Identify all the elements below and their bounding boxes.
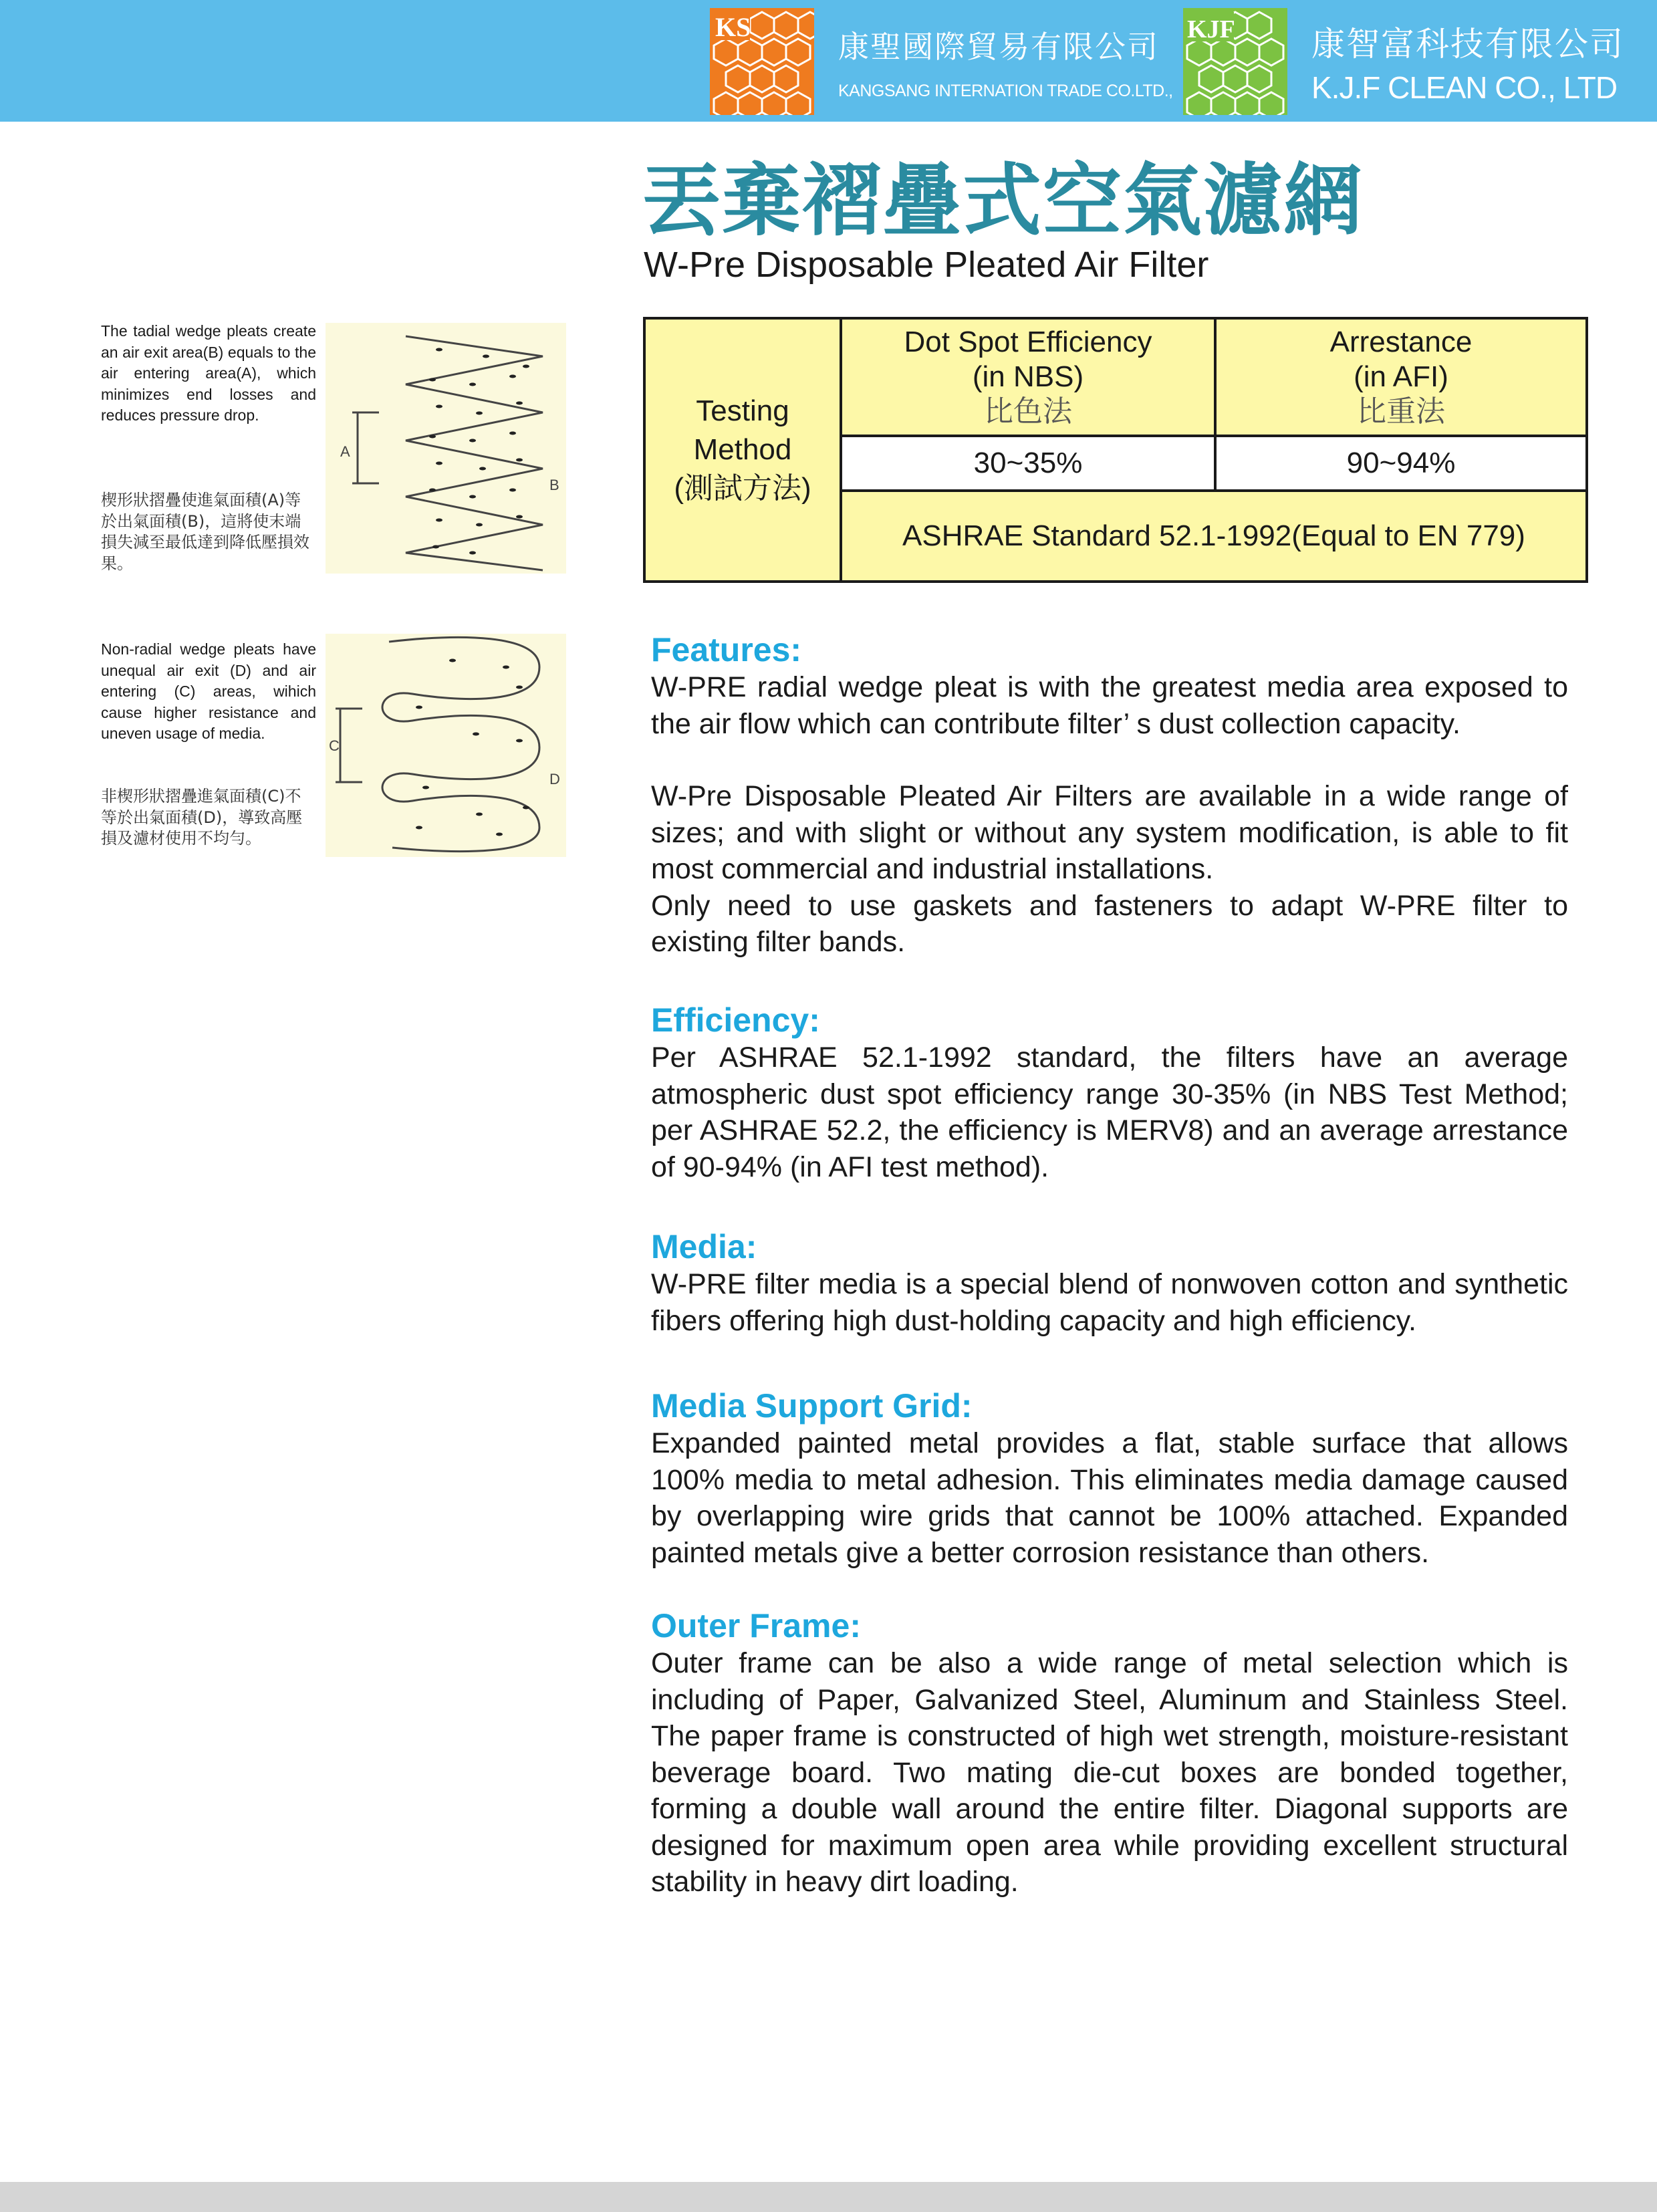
- method-label-cn: (測試方法): [674, 472, 811, 505]
- diagram2-label-c: C: [329, 737, 340, 754]
- diagram1-label-b: B: [549, 477, 559, 493]
- arrestance-sub: (in AFI): [1354, 360, 1448, 393]
- arrestance-value: 90~94%: [1217, 437, 1585, 492]
- standard-cell: ASHRAE Standard 52.1-1992(Equal to EN 779): [902, 519, 1525, 552]
- media-section: [651, 1227, 1568, 1339]
- outer-frame-section: [651, 1606, 1568, 1900]
- features-heading: Features:: [651, 631, 802, 668]
- dot-spot-header: [842, 320, 1217, 437]
- dot-spot-sub: (in NBS): [972, 360, 1084, 393]
- media-heading: Media:: [651, 1228, 757, 1265]
- dot-spot-value: 30~35%: [842, 437, 1217, 492]
- kjf-logo: [1183, 8, 1287, 115]
- kjf-company-en: K.J.F CLEAN CO., LTD: [1311, 70, 1618, 105]
- method-label-line2: Method: [693, 433, 792, 466]
- support-grid-section: [651, 1386, 1568, 1571]
- efficiency-paragraph: Per ASHRAE 52.1-1992 standard, the filters have an average atmospheric dust spot efficiency range 30-35% (in NBS Test Method; per ASHRAE 52.2, the efficiency is MERV8) and an average arrestance of 90-94% (in AFI test method).: [651, 1041, 1568, 1183]
- nonradial-pleat-diagram: [326, 634, 566, 857]
- support-grid-paragraph: Expanded painted metal provides a flat, stable surface that allows 100% media to metal adhesion. This eliminates media damage caused by overlapping wire grids that cannot be 100% attached. Expanded painted metals give a better corrosion resistance than others.: [651, 1427, 1568, 1569]
- nonradial-description-en: Non-radial wedge pleats have unequal air exit (D) and air entering (C) areas, wihich cause higher resistance and uneven usage of media.: [101, 640, 316, 742]
- kjf-logo-text: KJF: [1187, 15, 1235, 43]
- dot-spot-cn: 比色法: [984, 395, 1072, 428]
- ks-company-en: KANGSANG INTERNATION TRADE CO.LTD.,: [838, 82, 1173, 100]
- ks-logo: [710, 8, 814, 115]
- media-paragraph: W-PRE filter media is a special blend of nonwoven cotton and synthetic fibers offering high dust-holding capacity and high efficiency.: [651, 1268, 1568, 1337]
- features-paragraph-2: W-Pre Disposable Pleated Air Filters are available in a wide range of sizes; and with slight or without any system modification, is able to fit most commercial and industrial installations.: [651, 780, 1568, 885]
- kjf-company-cn: 康智富科技有限公司: [1311, 25, 1624, 63]
- ks-logo-text: KS: [715, 12, 751, 42]
- radial-pleat-diagram: [326, 323, 566, 574]
- page-title-en: W-Pre Disposable Pleated Air Filter: [644, 245, 1209, 285]
- radial-description-cn: 楔形狀摺疊使進氣面積(A)等於出氣面積(B)，這將使末端損失減至最低達到降低壓損效果。: [101, 491, 309, 573]
- arrestance-title: Arrestance: [1329, 326, 1473, 358]
- method-label-line1: Testing: [696, 394, 789, 427]
- outer-frame-heading: Outer Frame:: [651, 1607, 861, 1644]
- efficiency-heading: Efficiency:: [651, 1001, 820, 1039]
- outer-frame-paragraph: Outer frame can be also a wide range of metal selection which is including of Paper, Galvanized Steel, Aluminum and Stainless Steel. The paper frame is constructed of high wet strength, moisture-resistant beverage board. Two mating die-cut boxes are bonded together, forming a double wall around the entire filter. Diagonal supports are designed for maximum open area while providing excellent structural stability in heavy dirt loading.: [651, 1647, 1568, 1898]
- nonradial-description-cn: 非楔形狀摺疊進氣面積(C)不等於出氣面積(D)，導致高壓損及濾材使用不均勻。: [101, 787, 303, 848]
- arrestance-header: [1217, 320, 1585, 437]
- features-section: [651, 630, 1568, 961]
- testing-method-table: [643, 317, 1588, 583]
- efficiency-section: [651, 1001, 1568, 1185]
- features-paragraph-3: Only need to use gaskets and fasteners to adapt W-PRE filter to existing filter bands.: [651, 889, 1568, 958]
- arrestance-cn: 比重法: [1357, 395, 1445, 428]
- testing-method-cell: [646, 320, 842, 580]
- diagram1-label-a: A: [340, 443, 350, 460]
- footer-bar: [0, 2182, 1657, 2212]
- dot-spot-title: Dot Spot Efficiency: [904, 326, 1152, 358]
- diagram2-label-d: D: [549, 771, 560, 787]
- header-bar: [0, 0, 1657, 124]
- ks-company-cn: 康聖國際貿易有限公司: [838, 29, 1159, 64]
- page-title-cn: 丟棄褶疊式空氣濾網: [642, 154, 1364, 247]
- features-paragraph-1: W-PRE radial wedge pleat is with the greatest media area exposed to the air flow which can contribute filter’ s dust collection capacity.: [651, 671, 1568, 740]
- radial-description-en: The tadial wedge pleats create an air exit area(B) equals to the air entering area(A), which minimizes end losses and reduces pressure drop.: [101, 322, 316, 424]
- support-grid-heading: Media Support Grid:: [651, 1387, 973, 1425]
